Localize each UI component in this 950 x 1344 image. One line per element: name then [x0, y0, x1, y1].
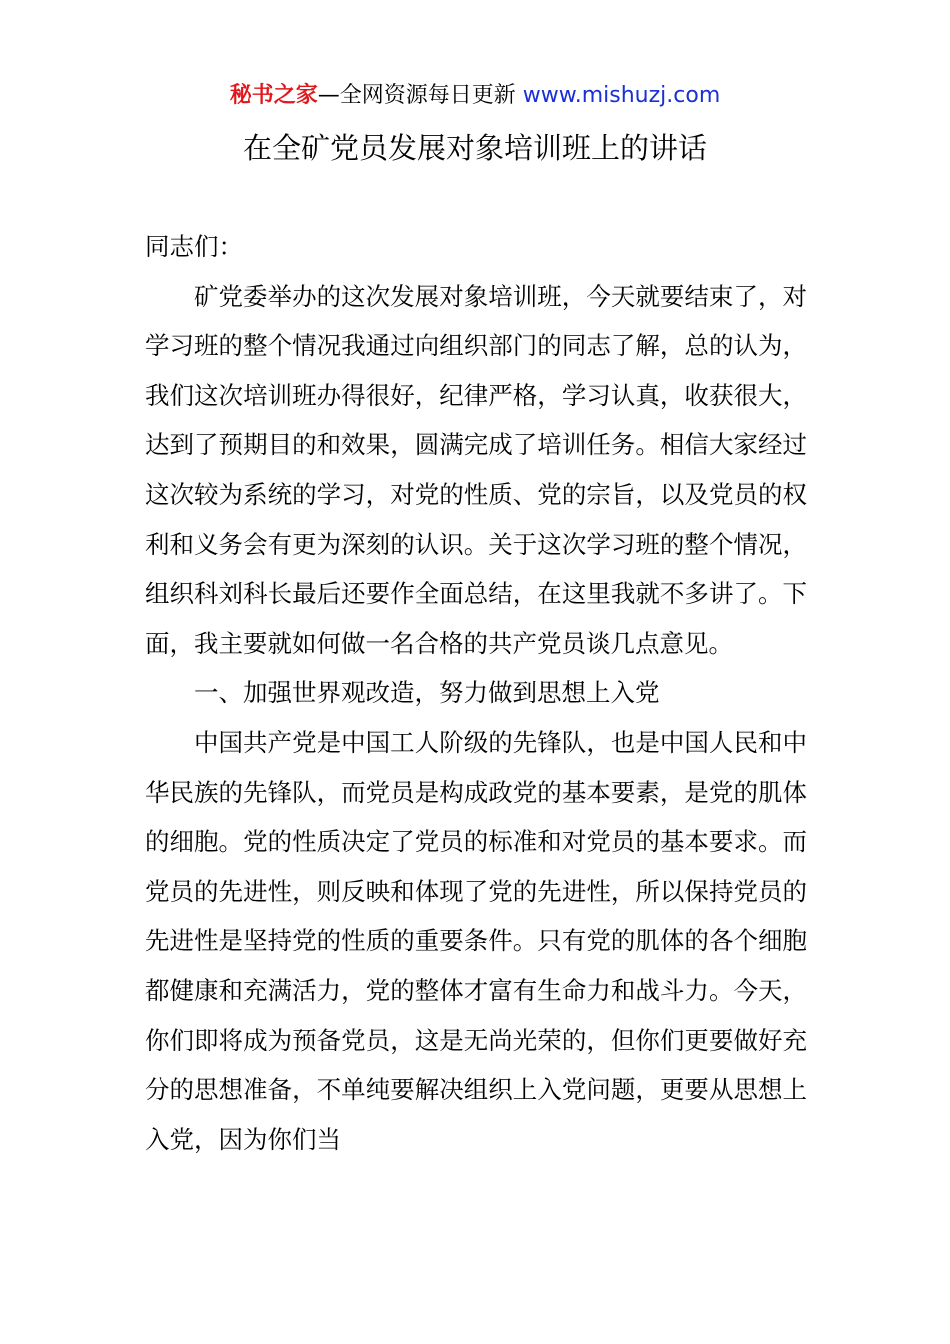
salutation: 同志们：	[145, 232, 243, 261]
site-brand: 秘书之家	[229, 83, 318, 108]
intro-paragraph: 矿党委举办的这次发展对象培训班，今天就要结束了，对学习班的整个情况我通过向组织部门的同志了解，总的认为，我们这次培训班办得很好，纪律严格，学习认真，收获很大，达到了预期目的和效果，圆满完成了培训任务。相信大家经过这次较为系统的学习，对党的性质、党的宗旨，以及党员的权利和义务会有更为深刻的认识。关于这次学习班的整个情况，组织科刘科长最后还要作全面总结，在这里我就不多讲了。下面，我主要就如何做一名合格的共产党员谈几点意见。	[145, 281, 807, 658]
site-header	[0, 80, 950, 112]
site-tagline: —全网资源每日更新	[317, 83, 523, 108]
document-title: 在全矿党员发展对象培训班上的讲话	[242, 131, 707, 165]
section-paragraph: 中国共产党是中国工人阶级的先锋队，也是中国人民和中华民族的先锋队，而党员是构成政党的基本要素，是党的肌体的细胞。党的性质决定了党员的标准和对党员的基本要求。而党员的先进性，则反映和体现了党的先进性，所以保持党员的先进性是坚持党的性质的重要条件。只有党的肌体的各个细胞都健康和充满活力，党的整体才富有生命力和战斗力。今天，你们即将成为预备党员，这是无尚光荣的，但你们更要做好充分的思想准备，不单纯要解决组织上入党问题，更要从思想上入党，因为你们当	[145, 727, 807, 1154]
site-url-link[interactable]: www.mishuzj.com	[522, 83, 721, 108]
section-heading: 一、加强世界观改造，努力做到思想上入党	[194, 678, 660, 708]
document-body	[145, 222, 807, 1164]
